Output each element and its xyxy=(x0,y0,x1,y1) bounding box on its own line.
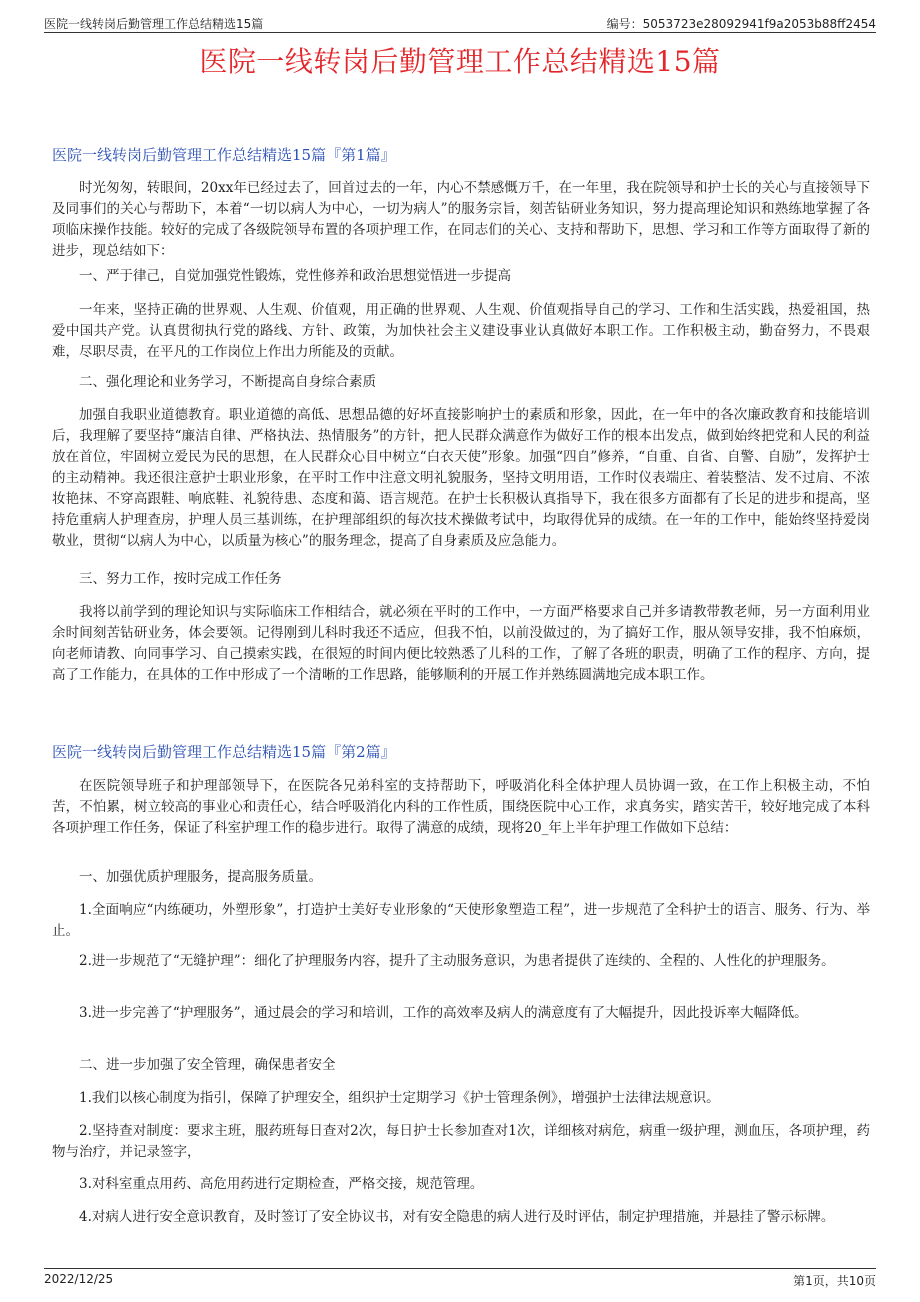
section-2-item-5: 2.坚持查对制度：要求主班，服药班每日查对2次，每日护士长参加查对1次，详细核对病危，病重一级护理，测血压，各项护理，药物与治疗，并记录签字， xyxy=(52,1123,870,1160)
section-2-heading-1: 一、加强优质护理服务，提高服务质量。 xyxy=(79,869,322,885)
section-2-item-2: 2.进一步规范了“无缝护理”：细化了护理服务内容，提升了主动服务意识，为患者提供了连续的、全程的、人性化的护理服务。 xyxy=(79,953,835,969)
header-doc-id: 编号：5053723e28092941f9a2053b88ff2454 xyxy=(606,17,876,31)
section-2-heading-2: 二、进一步加强了安全管理，确保患者安全 xyxy=(79,1057,336,1073)
header-doc-name: 医院一线转岗后勤管理工作总结精选15篇 xyxy=(44,17,264,31)
section-1-paragraph-3: 加强自我职业道德教育。职业道德的高低、思想品德的好坏直接影响护士的素质和形象，因此，在一年中的各次廉政教育和技能培训后，我理解了要坚持“廉洁自律、严格执法、热情服务”的方针，把人民群众满意作为做好工作的根本出发点，做到始终把党和人民的利益放在首位，牢固树立爱民为民的思想，在人民群众心目中树立“白衣天使”形象。加强“四自”修养，“自重、自省、自警、自励”，发挥护士的主动精神。我还很注意护士职业形象，在平时工作中注意文明礼貌服务，坚持文明用语，工作时仪表端庄、着装整洁、发不过肩、不浓妆艳抹、不穿高跟鞋、响底鞋、礼貌待患、态度和蔼、语言规范。在护士长积极认真指导下，我在很多方面都有了长足的进步和提高，坚持危重病人护理查房，护理人员三基训练，在护理部组织的每次技术操做考试中，均取得优异的成绩。在一年的工作中，能始终坚持爱岗敬业，贯彻“以病人为中心，以质量为核心”的服务理念，提高了自身素质及应急能力。 xyxy=(52,407,870,549)
section-2-item-7: 4.对病人进行安全意识教育，及时签订了安全协议书，对有安全隐患的病人进行及时评估，制定护理措施，并悬挂了警示标牌。 xyxy=(79,1209,835,1225)
section-1-paragraph-1: 时光匆匆，转眼间，20xx年已经过去了，回首过去的一年，内心不禁感慨万千，在一年里，我在院领导和护士长的关心与直接领导下及同事们的关心与帮助下，本着“一切以病人为中心，一切为病人”的服务宗旨，刻苦钻研业务知识，努力提高理论知识和熟练地掌握了各项临床操作技能。较好的完成了各级院领导布置的各项护理工作，在同志们的关心、支持和帮助下，思想、学习和工作等方面取得了新的进步，现总结如下： xyxy=(52,180,870,259)
section-2-item-1: 1.全面响应“内练硬功，外塑形象”，打造护士美好专业形象的“天使形象塑造工程”，进一步规范了全科护士的语言、服务、行为、举止。 xyxy=(52,902,870,939)
footer-page-number: 第1页，共10页 xyxy=(793,1274,876,1288)
section-1-heading-1: 一、严于律己，自觉加强党性锻炼，党性修养和政治思想觉悟进一步提高 xyxy=(79,268,511,284)
document-title: 医院一线转岗后勤管理工作总结精选15篇 xyxy=(199,45,721,78)
section-2-item-3: 3.进一步完善了“护理服务”，通过晨会的学习和培训，工作的高效率及病人的满意度有了大幅提升，因此投诉率大幅降低。 xyxy=(79,1005,808,1021)
section-1-paragraph-4: 我将以前学到的理论知识与实际临床工作相结合，就必须在平时的工作中，一方面严格要求自己并多请教带教老师，另一方面利用业余时间刻苦钻研业务，体会要领。记得刚到儿科时我还不适应，但我不怕，以前没做过的，为了搞好工作，服从领导安排，我不怕麻烦，向老师请教、向同事学习、自己摸索实践，在很短的时间内便比较熟悉了儿科的工作，了解了各班的职责，明确了工作的程序、方向，提高了工作能力，在具体的工作中形成了一个清晰的工作思路，能够顺利的开展工作并熟练圆满地完成本职工作。 xyxy=(52,604,870,683)
section-2-title: 医院一线转岗后勤管理工作总结精选15篇『第2篇』 xyxy=(52,743,396,761)
page-footer xyxy=(44,1268,876,1289)
section-2-paragraph-1: 在医院领导班子和护理部领导下，在医院各兄弟科室的支持帮助下，呼吸消化科全体护理人员协调一致，在工作上积极主动，不怕苦，不怕累，树立较高的事业心和责任心，结合呼吸消化内科的工作性质，围绕医院中心工作，求真务实，踏实苦干，较好地完成了本科各项护理工作任务，保证了科室护理工作的稳步进行。取得了满意的成绩，现将20_年上半年护理工作做如下总结： xyxy=(52,778,870,836)
section-1-paragraph-2: 一年来，坚持正确的世界观、人生观、价值观，用正确的世界观、人生观、价值观指导自己的学习、工作和生活实践，热爱祖国，热爱中国共产党。认真贯彻执行党的路线、方针、政策，为加快社会主义建设事业认真做好本职工作。工作积极主动，勤奋努力，不畏艰难，尽职尽责，在平凡的工作岗位上作出力所能及的贡献。 xyxy=(52,302,870,360)
section-1-heading-2: 二、强化理论和业务学习，不断提高自身综合素质 xyxy=(79,374,376,390)
page-header xyxy=(44,12,876,33)
section-1-heading-3: 三、努力工作，按时完成工作任务 xyxy=(79,571,282,587)
section-2-item-4: 1.我们以核心制度为指引，保障了护理安全，组织护士定期学习《护士管理条例》，增强护士法律法规意识。 xyxy=(79,1090,720,1106)
section-2-item-6: 3.对科室重点用药、高危用药进行定期检查，严格交接，规范管理。 xyxy=(79,1176,484,1192)
footer-date: 2022/12/25 xyxy=(44,1272,114,1286)
section-1-title: 医院一线转岗后勤管理工作总结精选15篇『第1篇』 xyxy=(52,146,396,164)
